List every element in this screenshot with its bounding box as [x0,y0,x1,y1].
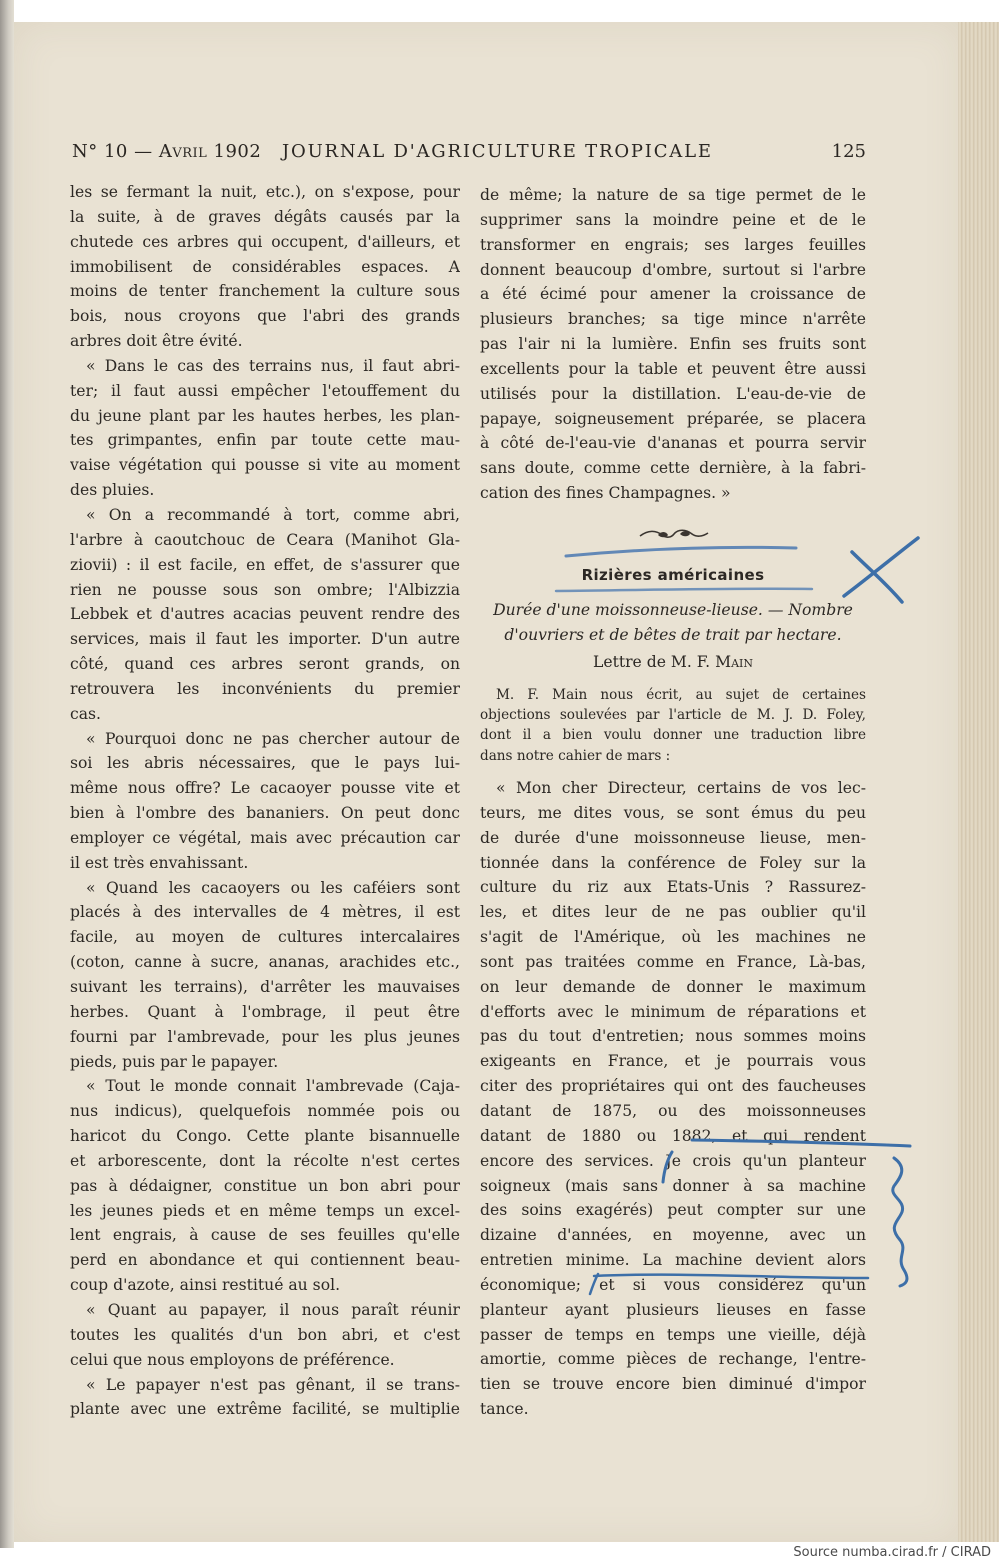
text-line: planteur ayant plusieurs lieuses en fasse [480,1300,866,1319]
text-line: pieds, puis par le papayer. [70,1052,279,1071]
text-line: lent engrais, à cause de ses feuilles qu'elle [70,1226,460,1245]
text-line: passer de temps en temps une vieille, déjà [480,1325,866,1344]
text-line: chutede ces arbres qui occupent, d'ailleurs, et [70,232,460,251]
text-line: soi les abris nécessaires, que le pays lui- [70,754,460,773]
text-line: Lebbek et d'autres acacias peuvent rendre des [70,605,460,624]
text-line: suivant les terrains), d'arrêter les mauvaises [70,978,460,996]
text-line: côté, quand ces arbres seront grands, on [70,655,460,674]
text-line: « Tout le monde connait l'ambrevade (Caja- [86,1077,460,1096]
text-line: « Dans le cas des terrains nus, il faut abri- [86,356,460,375]
text-line: vaise végétation qui pousse si vite au moment [70,456,460,475]
text-line: pas du tout d'entretien; nous sommes moins [480,1027,866,1046]
text-line: la suite, à de graves dégâts causés par la [70,207,460,226]
text-line: toutes les qualités d'un bon abri, et c'est [70,1325,460,1344]
text-line: l'arbre à caoutchouc de Ceara (Manihot Gla- [70,530,460,549]
text-line: dont il a bien voulu donner une traduction libre [480,727,866,744]
text-line: rien ne pousse sous son ombre; l'Albizzia [70,580,460,599]
text-line: entretien minime. La machine devient alors [480,1251,866,1270]
text-line: « Quand les cacaoyers ou les caféiers sont [86,878,460,897]
text-line: encore des services. Je crois qu'un planteur [480,1151,866,1170]
text-line: et arborescente, dont la récolte n'est certes [70,1151,460,1170]
text-line: datant de 1875, ou des moissonneuses [480,1101,866,1120]
text-line: tionnée dans la conférence de Foley sur la [480,853,866,872]
text-line: immobilisent de considérables espaces. A [70,257,460,276]
text-line: perd en abondance et qui contiennent beau- [70,1251,460,1270]
text-line: soigneux (mais sans donner à sa machine [480,1176,866,1195]
text-line: on leur demande de donner le maximum [480,977,866,996]
text-line: citer des propriétaires qui ont des faucheuses [480,1077,866,1096]
issue-number: N° 10 [72,141,128,162]
text-line: (coton, canne à sucre, ananas, arachides etc., [70,953,460,972]
text-line: même nous offre? Le cacaoyer pousse vite et [70,779,460,798]
text-line: de durée d'une moissonneuse lieuse, men- [480,828,866,847]
subtitle-line: d'ouvriers et de bêtes de trait par hectare. [504,625,842,644]
right-column-letter [480,776,866,1422]
text-line: bien à l'ombre des bananiers. On peut donc [70,804,460,823]
text-line: cas. [70,704,101,723]
running-head [72,141,866,167]
text-line: employer ce végétal, mais avec précaution car [70,828,460,847]
issue-date: Avril 1902 [158,141,262,162]
text-line: d'efforts avec le minimum de réparations et [480,1002,866,1021]
text-line: tes grimpantes, enfin par toute cette mau- [70,431,460,450]
text-line: sont pas traitées comme en France, Là-bas, [480,952,866,971]
text-line: « On a recommandé à tort, comme abri, [86,505,460,524]
letter-author: Main [715,653,753,671]
text-line: ter; il faut aussi empêcher l'etouffement du [70,381,460,400]
text-line: de même; la nature de sa tige permet de le [480,186,866,204]
text-line: s'agit de l'Amérique, où les machines ne [480,928,866,947]
text-line: teurs, me dites vous, se sont émus du peu [480,803,866,822]
text-line: à côté de-l'eau-vie d'ananas et pourra servir [480,434,866,453]
text-line: fourni par l'ambrevade, pour les plus jeunes [70,1027,460,1046]
text-line: amortie, comme pièces de rechange, l'entre- [480,1350,866,1369]
text-line: économique; et si vous considérez qu'un [480,1275,866,1294]
source-credit: Source numba.cirad.fr / CIRAD [793,1545,991,1560]
text-line: celui que nous employons de préférence. [70,1350,395,1369]
text-line: « Quant au papayer, il nous paraît réunir [86,1300,460,1319]
text-line: « Pourquoi donc ne pas chercher autour de [86,729,460,748]
text-line: bois, nous croyons que l'abri des grands [70,307,460,326]
text-line: coup d'azote, ainsi restitué au sol. [70,1276,341,1295]
issue-and-date: N° 10 — Avril 1902 [72,141,262,162]
letter-intro [480,685,866,766]
text-line: dizaine d'années, en moyenne, avec un [480,1226,866,1245]
text-line: M. F. Main nous écrit, au sujet de certaines [496,687,866,703]
text-line: plante avec une extrême facilité, se multiplie [70,1400,460,1419]
text-line: transformer en engrais; ses larges feuilles [480,235,866,254]
text-line: sans doute, comme cette dernière, à la fabri- [480,459,866,478]
scan-binding-edge [0,0,14,1548]
text-line: pas l'air ni la lumière. Enfin ses fruits sont [480,335,866,354]
text-line: pas à dédaigner, constitue un bon abri pour [70,1176,460,1195]
text-line: les, et dites leur de ne pas oublier qu'il [480,903,866,922]
text-line: cation des fines Champagnes. » [480,484,731,503]
text-line: « Le papayer n'est pas gênant, il se trans- [86,1375,460,1394]
text-line: tien se trouve encore bien diminué d'impor [480,1375,866,1394]
text-line: excellents pour la table et peuvent être aussi [480,359,866,378]
text-line: facile, au moyen de cultures intercalaires [70,928,460,947]
text-line: placés à des intervalles de 4 mètres, il est [70,903,460,922]
text-line: retrouvera les inconvénients du premier [70,679,460,698]
text-line: papaye, soigneusement préparée, se placera [480,409,866,428]
text-line: exigeants en France, et je pourrais vous [480,1052,866,1071]
section-title: Rizières américaines [581,566,765,584]
letter-prefix: Lettre de M. F. [592,653,711,671]
text-line: objections soulevées par l'article de M. J. D. Foley, [480,707,866,724]
text-line: plusieurs branches; sa tige mince n'arrête [480,310,866,329]
text-line: a été écimé pour amener la croissance de [480,285,866,304]
text-line: donnent beaucoup d'ombre, surtout si l'arbre [480,260,866,279]
text-line: « Mon cher Directeur, certains de vos lec- [496,779,866,797]
text-line: supprimer sans la moindre peine et de le [480,210,866,229]
text-line: du jeune plant par les hautes herbes, les plan- [70,406,460,425]
text-line: datant de 1880 ou 1882, et qui rendent [480,1126,866,1145]
section-subtitle [480,598,866,647]
text-line: tance. [480,1400,529,1419]
text-line: moins de tenter franchement la culture sous [70,282,460,301]
letter-attribution [480,653,866,671]
subtitle-line: Durée d'une moissonneuse-lieuse. — Nombre [493,601,853,619]
text-line: haricot du Congo. Cette plante bisannuelle [70,1127,460,1146]
text-line: les jeunes pieds et en même temps un excel- [70,1201,460,1220]
page-number: 125 [831,141,866,162]
text-line: les se fermant la nuit, etc.), on s'expose, pour [70,183,460,201]
text-line: ziovii) : il est facile, en effet, de s'assurer que [70,555,460,574]
text-line: utilisés pour la distillation. L'eau-de-vie de [480,384,866,403]
text-line: arbres doit être évité. [70,332,243,351]
text-line: herbes. Quant à l'ombrage, il peut être [70,1002,460,1021]
text-line: des soins exagérés) peut compter sur une [480,1201,866,1220]
page-stack-edge [958,22,999,1542]
left-column [70,180,460,1422]
text-line: il est très envahissant. [70,853,249,872]
journal-title: JOURNAL D'AGRICULTURE TROPICALE [282,141,713,162]
text-line: des pluies. [70,481,155,500]
fleuron-ornament-icon [638,526,710,544]
right-column-top [480,183,866,506]
text-line: services, mais il faut les importer. D'un autre [70,630,460,649]
text-line: culture du riz aux Etats-Unis ? Rassurez- [480,878,866,897]
text-line: nus indicus), quelquefois nommée pois ou [70,1102,460,1121]
text-line: dans notre cahier de mars : [480,747,671,764]
